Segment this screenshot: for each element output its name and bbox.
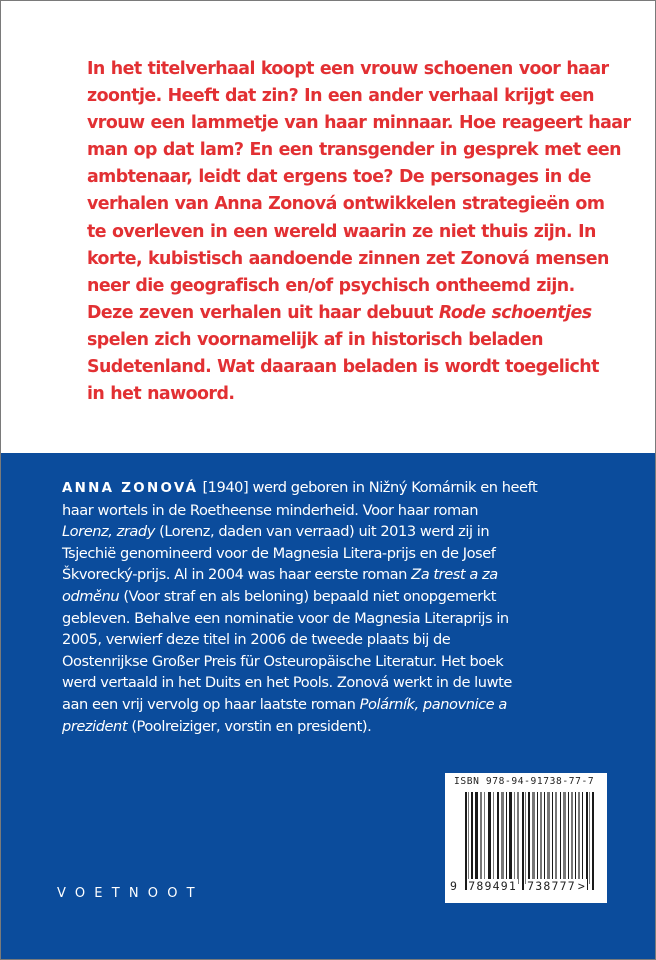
isbn-barcode (445, 773, 607, 903)
bio-line: haar wortels in de Roetheense minderheid. Voor haar roman (62, 501, 479, 519)
blurb-line: zoontje. Heeft dat zin? In een ander verhaal krijgt een (87, 86, 594, 107)
novel-title-italic: Lorenz, zrady (62, 523, 155, 541)
novel-title-italic: Polárník, panovnice a (359, 695, 507, 713)
bio-line: werd vertaald in het Duits en het Pools. Zonová werkt in de luwte (62, 674, 512, 692)
barcode-digits-left: 789491 (468, 879, 517, 893)
isbn-number: ISBN 978-94-91738-77-7 (454, 776, 595, 787)
novel-title-italic: Za trest a za (411, 566, 498, 584)
novel-title-italic: prezident (62, 717, 128, 735)
blurb-line: man op dat lam? En een transgender in gesprek met een (87, 140, 621, 161)
blurb-text-segment: Deze zeven verhalen uit haar debuut (87, 302, 439, 323)
bio-line (62, 716, 622, 738)
bio-text-segment: aan een vrij vervolg op haar laatste roman (62, 695, 360, 713)
blurb-line: vrouw een lammetje van haar minnaar. Hoe reageert haar (87, 113, 631, 134)
bio-line (62, 694, 622, 716)
publisher-logo: VOETNOOT (57, 886, 204, 901)
blurb-text (87, 56, 631, 408)
author-name: ANNA ZONOVÁ (62, 481, 199, 496)
bio-line: Tsjechië genomineerd voor de Magnesia Litera-prijs en de Josef (62, 544, 496, 562)
quiet-zone-marker-icon: > (577, 879, 586, 893)
bio-line (62, 521, 622, 543)
bio-line (62, 477, 622, 500)
blurb-line: in het nawoord. (87, 384, 235, 405)
bio-text-segment: (Voor straf en als beloning) bepaald niet onopgemerkt (119, 587, 497, 605)
blurb-line: korte, kubistisch aandoende zinnen zet Zonová mensen (87, 248, 609, 269)
novel-title-italic: odměnu (62, 587, 120, 605)
bio-text-segment: (Poolreiziger, vorstin en president). (127, 717, 372, 735)
blurb-line (87, 300, 607, 327)
blurb-line: neer die geografisch en/of psychisch ontheemd zijn. (87, 275, 575, 296)
bio-text-segment: [1940] werd geboren in Nižný Komárnik en heeft (198, 479, 538, 496)
author-bio-panel (1, 453, 655, 959)
blurb-line: ambtenaar, leidt dat ergens toe? De personages in de (87, 167, 591, 188)
bio-line: gebleven. Behalve een nominatie voor de Magnesia Literaprijs in (62, 609, 509, 627)
bio-text-segment: (Lorenz, daden van verraad) uit 2013 werd zij in (154, 523, 490, 541)
bio-line: Oostenrijkse Großer Preis für Osteuropäische Literatur. Het boek (62, 652, 504, 670)
blurb-line: verhalen van Anna Zonová ontwikkelen strategieën om (87, 194, 605, 215)
blurb-line: In het titelverhaal koopt een vrouw schoenen voor haar (87, 59, 609, 79)
bio-line: 2005, verwierf deze titel in 2006 de tweede plaats bij de (62, 631, 451, 649)
blurb-line: te overleven in een wereld waarin ze niet thuis zijn. In (87, 221, 596, 242)
author-bio-text (62, 477, 622, 737)
blurb-panel (1, 1, 655, 453)
barcode-digits-right: 738777 (527, 879, 576, 893)
book-title-italic: Rode schoentjes (438, 302, 592, 323)
bio-text-segment: Škvorecký-prijs. Al in 2004 was haar eerste roman (62, 566, 412, 584)
barcode-digit-first: 9 (450, 879, 459, 893)
barcode-digits (449, 879, 587, 893)
blurb-line: spelen zich voornamelijk af in historisch beladen (87, 329, 543, 350)
blurb-line: Sudetenland. Wat daaraan beladen is wordt toegelicht (87, 357, 599, 378)
bio-line (62, 564, 622, 586)
barcode-bars-icon (465, 792, 595, 884)
bio-line (62, 586, 622, 608)
